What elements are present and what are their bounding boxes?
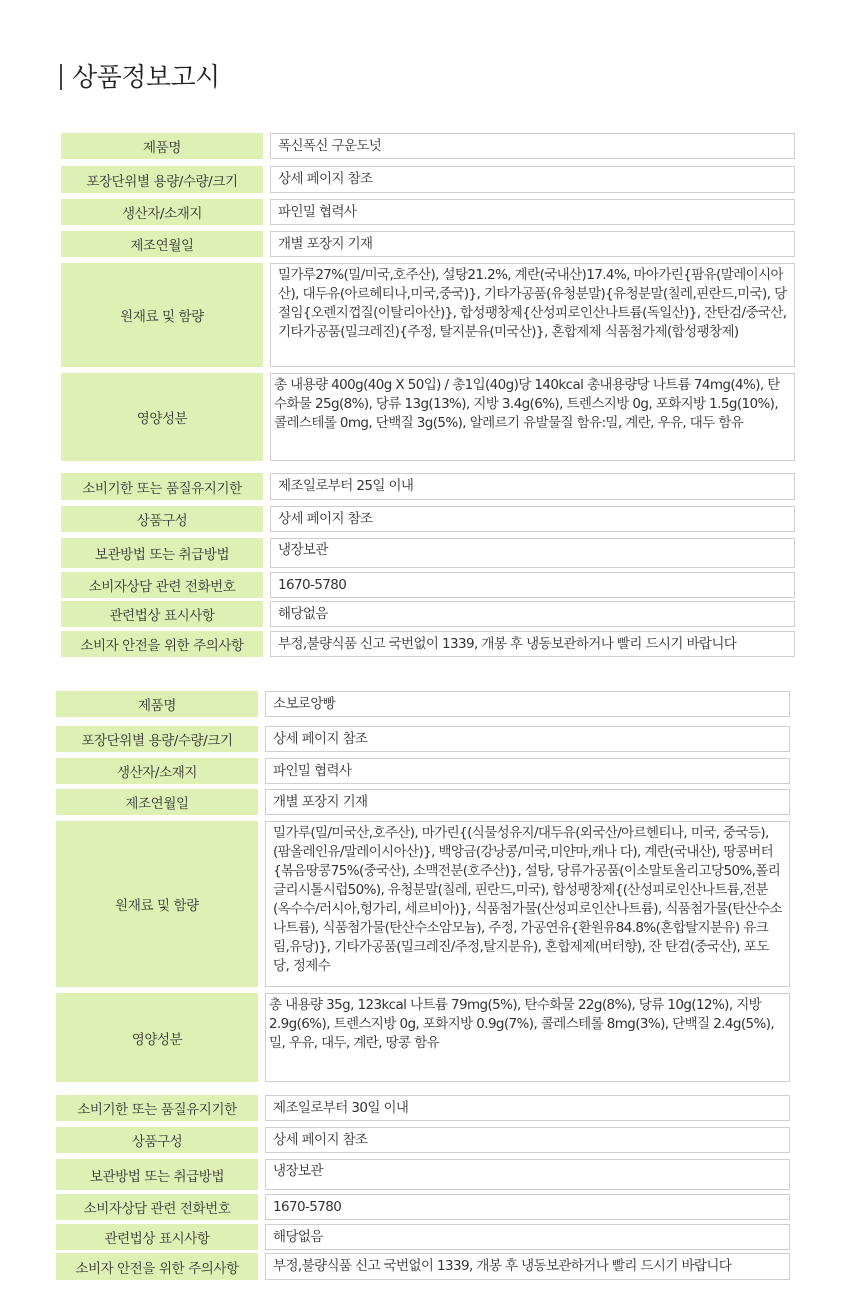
row-producer	[56, 758, 790, 784]
row-manufacture-date	[61, 231, 795, 257]
label-nutrition: 영양성분	[61, 373, 263, 461]
row-legal	[61, 601, 795, 627]
row-storage	[56, 1159, 790, 1190]
label-nutrition: 영양성분	[56, 993, 258, 1082]
label-product-name: 제품명	[56, 691, 258, 717]
row-producer	[61, 199, 795, 225]
value-ingredients: 밀가루27%(밀/미국,호주산), 설탕21.2%, 계란(국내산)17.4%, 마아가린{팜유(말레이시아산), 대두유(아르헤티나,미국,중국)}, 기타가공품(유청분말){유청분말(칠레,핀란드,미국), 당절임{오렌지껍질(이탈리아산)}, 합성팽창제{산성피로인산나트륨(독일산)}, 잔탄검/중국산, 기타가공품(밀크레진){주정, 탈지분유(미국산)}, 혼합제제 식품첨가제(합성팽창제)	[270, 263, 795, 367]
label-phone: 소비자상담 관련 전화번호	[56, 1194, 258, 1220]
value-manufacture-date: 개별 포장지 기재	[265, 789, 790, 815]
label-legal: 관련법상 표시사항	[61, 601, 263, 627]
label-caution: 소비자 안전을 위한 주의사항	[56, 1253, 258, 1280]
value-composition: 상세 페이지 참조	[270, 506, 795, 532]
product-info-table-1	[61, 133, 795, 657]
value-shelf-life: 제조일로부터 30일 이내	[265, 1095, 790, 1121]
row-package-size	[56, 726, 790, 752]
row-ingredients	[56, 821, 790, 987]
row-ingredients	[61, 263, 795, 367]
label-shelf-life: 소비기한 또는 품질유지기한	[61, 473, 263, 500]
label-ingredients: 원재료 및 함량	[61, 263, 263, 367]
row-shelf-life	[56, 1095, 790, 1121]
label-manufacture-date: 제조연월일	[61, 231, 263, 257]
value-storage: 냉장보관	[265, 1159, 790, 1190]
label-producer: 생산자/소재지	[61, 199, 263, 225]
label-storage: 보관방법 또는 취급방법	[61, 538, 263, 568]
row-storage	[61, 538, 795, 568]
label-shelf-life: 소비기한 또는 품질유지기한	[56, 1095, 258, 1121]
value-product-name: 폭신폭신 구운도넛	[270, 133, 795, 159]
value-composition: 상세 페이지 참조	[265, 1127, 790, 1153]
label-producer: 생산자/소재지	[56, 758, 258, 784]
row-composition	[56, 1127, 790, 1153]
label-package-size: 포장단위별 용량/수량/크기	[56, 726, 258, 752]
product-info-table-2	[56, 691, 790, 1280]
label-product-name: 제품명	[61, 133, 263, 159]
value-caution: 부정,불량식품 신고 국번없이 1339, 개봉 후 냉동보관하거나 빨리 드시기 바랍니다	[270, 631, 795, 657]
label-manufacture-date: 제조연월일	[56, 789, 258, 815]
label-composition: 상품구성	[61, 506, 263, 532]
value-shelf-life: 제조일로부터 25일 이내	[270, 473, 795, 500]
row-caution	[61, 631, 795, 657]
label-phone: 소비자상담 관련 전화번호	[61, 572, 263, 598]
row-composition	[61, 506, 795, 532]
value-package-size: 상세 페이지 참조	[265, 726, 790, 752]
row-nutrition	[61, 373, 795, 461]
label-ingredients: 원재료 및 함량	[56, 821, 258, 987]
value-nutrition: 총 내용량 35g, 123kcal 나트륨 79mg(5%), 탄수화물 22g(8%), 당류 10g(12%), 지방 2.9g(6%), 트렌스지방 0g, 포화지방 0.9g(7%), 콜레스테롤 8mg(3%), 단백질 2.4g(5%), 밀, 우유, 대두, 계란, 땅콩 함유	[265, 993, 790, 1082]
value-storage: 냉장보관	[270, 538, 795, 568]
row-product-name	[61, 133, 795, 159]
row-shelf-life	[61, 473, 795, 500]
page-title-text: 상품정보고시	[72, 63, 220, 93]
label-composition: 상품구성	[56, 1127, 258, 1153]
value-phone: 1670-5780	[270, 572, 795, 598]
row-phone	[61, 572, 795, 598]
value-package-size: 상세 페이지 참조	[270, 166, 795, 193]
title-bar-divider	[60, 64, 62, 90]
value-caution: 부정,불량식품 신고 국번없이 1339, 개봉 후 냉동보관하거나 빨리 드시기 바랍니다	[265, 1253, 790, 1280]
value-phone: 1670-5780	[265, 1194, 790, 1220]
row-product-name	[56, 691, 790, 717]
row-package-size	[61, 166, 795, 193]
value-producer: 파인밀 협력사	[265, 758, 790, 784]
value-legal: 해당없음	[265, 1224, 790, 1250]
label-legal: 관련법상 표시사항	[56, 1224, 258, 1250]
value-legal: 해당없음	[270, 601, 795, 627]
label-storage: 보관방법 또는 취급방법	[56, 1159, 258, 1190]
page-title	[60, 58, 220, 98]
value-product-name: 소보로앙빵	[265, 691, 790, 717]
label-caution: 소비자 안전을 위한 주의사항	[61, 631, 263, 657]
value-ingredients: 밀가루(밀/미국산,호주산), 마가린{(식물성유지/대두유(외국산/아르헨티나, 미국, 중국등), (팜올레인유/말레이시아산)}, 백앙금(강낭콩/미국,미얀마,캐나 다), 계란(국내산), 땅콩버터{볶음땅콩75%(중국산), 소맥전분(호주산)}, 설탕, 당류가공품(이소말토올리고당50%,폴리글리시톨시럽50%), 유청분말(칠레, 핀란드,미국), 합성팽창제{(산성피로인산나트륨,전분(옥수수/러시아,헝가리, 세르비아)}, 식품첨가물(산성피로인산나트륨), 식품첨가물(탄산수소나트륨), 식품첨가물(탄산수소암모늄), 주정, 가공연유{환원유84.8%(혼합탈지분유) 유크림,유당)}, 기타가공품(밀크레진/주정,탈지분유), 혼합제제(버터향), 잔 탄검(중국산), 포도당, 정제수	[265, 821, 790, 987]
row-manufacture-date	[56, 789, 790, 815]
label-package-size: 포장단위별 용량/수량/크기	[61, 166, 263, 193]
row-legal	[56, 1224, 790, 1250]
value-producer: 파인밀 협력사	[270, 199, 795, 225]
row-phone	[56, 1194, 790, 1220]
row-nutrition	[56, 993, 790, 1082]
row-caution	[56, 1253, 790, 1280]
value-nutrition: 총 내용량 400g(40g X 50입) / 총1입(40g)당 140kcal 총내용량당 나트륨 74mg(4%), 탄수화물 25g(8%), 당류 13g(13%), 지방 3.4g(6%), 트렌스지방 0g, 포화지방 1.5g(10%), 콜레스테롤 0mg, 단백질 3g(5%), 알레르기 유발물질 함유:밀, 계란, 우유, 대두 함유	[270, 373, 795, 461]
value-manufacture-date: 개별 포장지 기재	[270, 231, 795, 257]
